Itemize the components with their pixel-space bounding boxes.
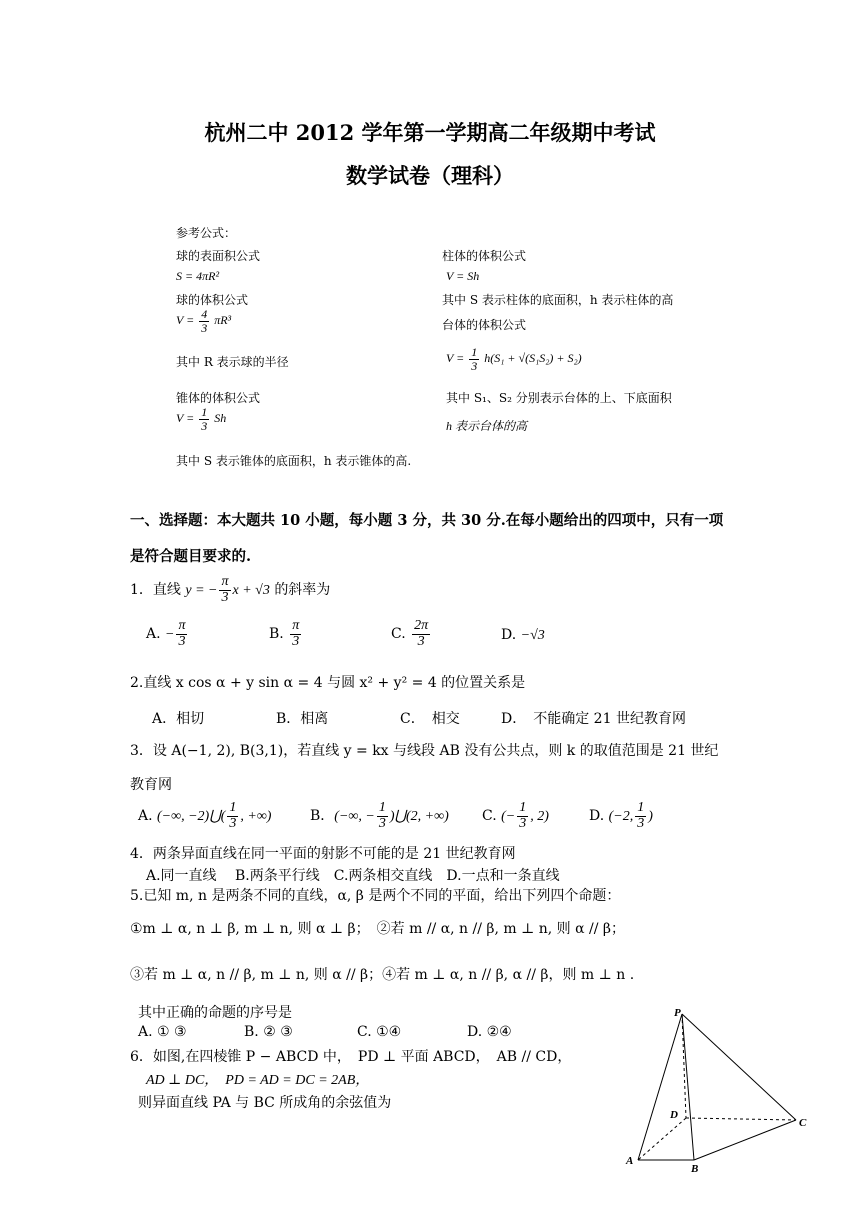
- q1-eq-lhs: y = −: [185, 583, 218, 599]
- formula-fraction: $\frac{4}{3}$: [201, 307, 208, 335]
- formula-lhs: V =: [176, 312, 195, 327]
- edge-da-hidden: [638, 1118, 686, 1160]
- q1-option-c: C. $\frac{2\pi}{3}$: [391, 618, 429, 649]
- q1-eq-rest: x + √3: [232, 583, 270, 599]
- cone-note: 其中 S 表示锥体的底面积，h 表示锥体的高.: [176, 454, 412, 468]
- prism-formula: V = Sh: [446, 269, 480, 283]
- vertex-label-p: P: [674, 1007, 681, 1019]
- q2-option-c: C． 相交: [400, 711, 460, 727]
- cone-label: 锥体的体积公式: [176, 391, 261, 405]
- vertex-label-b: B: [691, 1163, 699, 1175]
- edge-pc: [682, 1014, 796, 1120]
- sphere-note: 其中 R 表示球的半径: [176, 355, 289, 369]
- q1-suffix: 的斜率为: [274, 582, 331, 599]
- q5-option-b: B. ② ③: [244, 1024, 293, 1040]
- edge-pa: [638, 1014, 682, 1160]
- formula-lhs: V =: [446, 350, 465, 365]
- vertex-label-a: A: [626, 1155, 634, 1167]
- q2-option-d: D． 不能确定 21 世纪教育网: [501, 711, 686, 727]
- q5-propositions-1-2: ①m ⊥ α, n ⊥ β, m ⊥ n, 则 α ⊥ β； ②若 m // α, n // β, m ⊥ n, 则 α // β；: [130, 921, 625, 937]
- frustum-h-note: h 表示台体的高: [446, 419, 528, 433]
- sphere-volume-label: 球的体积公式: [176, 293, 249, 307]
- pyramid-figure: [618, 1002, 818, 1178]
- q2-option-a: A．相切: [152, 711, 205, 727]
- edge-pb: [682, 1014, 694, 1160]
- prism-note: 其中 S 表示柱体的底面积，h 表示柱体的高: [442, 293, 674, 307]
- q5-propositions-3-4: ③若 m ⊥ α, n // β, m ⊥ n, 则 α // β；④若 m ⊥ α, n // β, α // β，则 m ⊥ n .: [130, 967, 635, 983]
- sphere-area-label: 球的表面积公式: [176, 249, 261, 263]
- sphere-area-formula: S = 4πR²: [176, 269, 220, 283]
- cone-formula: [176, 406, 226, 432]
- question-6-conditions: AD ⊥ DC， PD = AD = DC = 2AB，: [146, 1073, 370, 1088]
- q3-option-b: B．(−∞, − $\frac{1}{3}$ )⋃(2, +∞): [310, 800, 449, 831]
- q5-option-c: C. ①④: [357, 1024, 402, 1040]
- q5-option-a: A. ① ③: [138, 1024, 187, 1040]
- q4-options: A.同一直线 B.两条平行线 C.两条相交直线 D.一点和一条直线: [146, 868, 560, 884]
- q1-eq-fraction: $\frac{\pi}{3}$: [221, 574, 229, 605]
- section-heading: 一、选择题：本大题共 10 小题，每小题 3 分，共 30 分.在每小题给出的四项中，只有一项: [130, 512, 724, 529]
- formula-rest: h(S₁ + √(S₁S₂) + S₂): [484, 350, 582, 365]
- q1-prefix: 1．直线: [130, 582, 181, 599]
- prism-label: 柱体的体积公式: [442, 249, 527, 263]
- formula-rest: Sh: [214, 410, 227, 425]
- formula-fraction: $\frac{1}{3}$: [201, 405, 208, 433]
- question-4-stem: 4．两条异面直线在同一平面的射影不可能的是 21 世纪教育网: [130, 846, 516, 862]
- frustum-label: 台体的体积公式: [442, 318, 527, 332]
- exam-title: 杭州二中 2012 学年第一学期高二年级期中考试: [204, 120, 656, 145]
- formula-rest: πR³: [214, 312, 232, 327]
- q5-option-d: D. ②④: [467, 1024, 512, 1040]
- q1-option-d: D. −√3: [501, 627, 545, 643]
- q5-ask: 其中正确的命题的序号是: [138, 1005, 292, 1021]
- formula-fraction: $\frac{1}{3}$: [471, 345, 478, 373]
- vertex-label-c: C: [799, 1117, 807, 1129]
- edge-bc: [694, 1120, 796, 1160]
- q3-option-c: C. (− $\frac{1}{3}$ , 2): [482, 800, 549, 831]
- q3-option-d: D. (−2, $\frac{1}{3}$ ): [589, 800, 653, 831]
- q1-option-a: A. − $\frac{\pi}{3}$: [146, 618, 186, 649]
- edge-dc-hidden: [686, 1118, 796, 1120]
- section-heading-cont: 是符合题目要求的.: [130, 548, 252, 565]
- edge-pd-hidden: [682, 1014, 686, 1118]
- question-2-stem: 2.直线 x cos α + y sin α = 4 与圆 x² + y² = 4 的位置关系是: [130, 675, 526, 691]
- sphere-volume-formula: [176, 308, 231, 334]
- exam-subtitle: 数学试卷（理科）: [346, 163, 514, 188]
- question-3-stem: 3．设 A(−1, 2), B(3,1)，若直线 y = kx 与线段 AB 没有公共点，则 k 的取值范围是 21 世纪: [130, 743, 719, 759]
- frustum-note: 其中 S₁、S₂ 分别表示台体的上、下底面积: [446, 391, 672, 405]
- question-6-stem: 6．如图,在四棱锥 P − ABCD 中， PD ⊥ 平面 ABCD， AB // CD，: [130, 1049, 572, 1065]
- reference-heading: 参考公式：: [176, 226, 237, 240]
- vertex-label-d: D: [670, 1109, 678, 1121]
- question-3-stem-cont: 教育网: [130, 777, 172, 793]
- frustum-formula: [446, 346, 582, 372]
- question-1-stem: [130, 575, 330, 605]
- formula-lhs: V =: [176, 410, 195, 425]
- question-6-ask: 则异面直线 PA 与 BC 所成角的余弦值为: [138, 1095, 392, 1111]
- q2-option-b: B．相离: [276, 711, 329, 727]
- question-5-stem: 5.已知 m, n 是两条不同的直线，α, β 是两个不同的平面，给出下列四个命题：: [130, 888, 621, 904]
- q3-option-a: A. (−∞, −2)⋃( $\frac{1}{3}$ , +∞): [138, 800, 272, 831]
- q1-option-b: B. $\frac{\pi}{3}$: [269, 618, 300, 649]
